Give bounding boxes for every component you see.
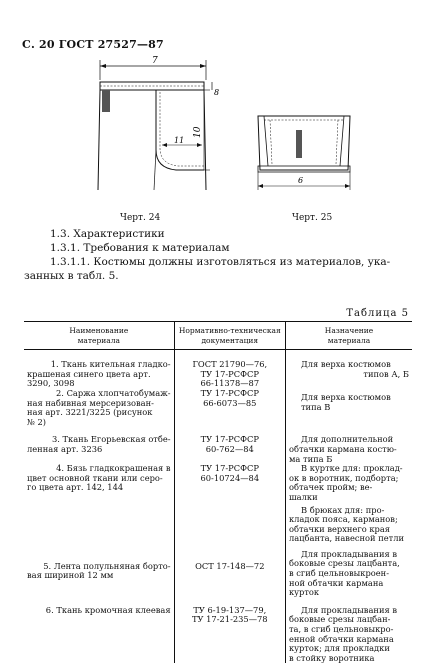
- fig24-dim-11: 11: [174, 136, 185, 145]
- cell-use: Для верха костюмов типов А, Б: [285, 350, 412, 389]
- materials-table: [24, 321, 412, 663]
- cell-doc: ТУ 17-РСФСР 60-762—84: [174, 427, 285, 464]
- section-1-3-1: 1.3.1. Требования к материалам: [50, 242, 230, 254]
- table-row: [24, 389, 412, 427]
- section-1-3-1-1-line2: занных в табл. 5.: [24, 270, 119, 282]
- fig25-dim-6: 6: [298, 176, 304, 185]
- figure-24-caption: Черт. 24: [120, 213, 161, 223]
- table-label: Таблица 5: [346, 308, 409, 319]
- section-1-3-1-1-line1: 1.3.1.1. Костюмы должны изготовляться из материалов, ука-: [50, 256, 391, 268]
- table-row: [24, 464, 412, 544]
- figure-25-drawing: [250, 110, 360, 200]
- section-1-3: 1.3. Характеристики: [50, 228, 165, 240]
- table-header-row: [24, 322, 412, 350]
- cell-use: Для прокладывания в боковые срезы лацбан- та, в сгиб цельновыкро- енной обтачки кармана курток; для прокладки в стойку воротника: [285, 598, 412, 663]
- cell-name: 6. Ткань кромочная клеевая: [45, 604, 171, 615]
- cell-use: Для прокладывания в боковые срезы лацбанта, в сгиб цельновыкроен- ной обтачки кармана курток: [285, 544, 412, 598]
- table-row: [24, 598, 412, 663]
- cell-name: 3. Ткань Егорьевская отбе- ленная арт. 3236: [27, 434, 171, 454]
- cell-use: Для дополнительной обтачки кармана костю- ма типа Б: [285, 427, 412, 464]
- cell-doc: ТУ 17-РСФСР 66-6073—85: [174, 389, 285, 427]
- cell-name: 4. Бязь гладкокрашеная в цвет основной ткани или серо- го цвета арт. 142, 144: [27, 463, 171, 493]
- fig24-dim-10: 10: [193, 126, 203, 138]
- cell-name: 1. Ткань кительная гладко- крашеная синего цвета арт. 3290, 3098: [27, 359, 171, 389]
- cell-doc: ГОСТ 21790—76, ТУ 17-РСФСР 66-11378—87: [174, 350, 285, 389]
- header-use: Назначение материала: [285, 322, 412, 350]
- cell-name: 2. Саржа хлопчатобумаж- ная набивная мерсеризован- ная арт. 3221/3225 (рисунок № 2): [27, 387, 171, 427]
- cell-doc: ТУ 6-19-137—79, ТУ 17-21-235—78: [174, 598, 285, 663]
- cell-use: Для верха костюмов типа В: [285, 389, 412, 427]
- table-row: [24, 350, 412, 389]
- header-doc: Нормативно-техническая документация: [174, 322, 285, 350]
- table-row: [24, 427, 412, 464]
- fig24-dim-7: 7: [152, 56, 158, 66]
- figure-25-caption: Черт. 25: [292, 213, 333, 223]
- page-header: С. 20 ГОСТ 27527—87: [22, 38, 164, 51]
- table-row: [24, 544, 412, 598]
- cell-name: 5. Лента полульняная борто- вая шириной 12 мм: [27, 560, 171, 581]
- figure-24-drawing: [88, 50, 228, 200]
- cell-use: В куртке для: проклад- ок в воротник, подборта; обтачек пройм; ве- шалки В брюках для: про- кладок пояса, карманов; обтачки верхнего края лацбанта, навесной петли: [285, 464, 412, 544]
- cell-doc: ОСТ 17-148—72: [174, 544, 285, 598]
- cell-doc: ТУ 17-РСФСР 60-10724—84: [174, 464, 285, 544]
- fig24-dim-8: 8: [214, 88, 220, 97]
- header-name: Наименование материала: [24, 322, 174, 350]
